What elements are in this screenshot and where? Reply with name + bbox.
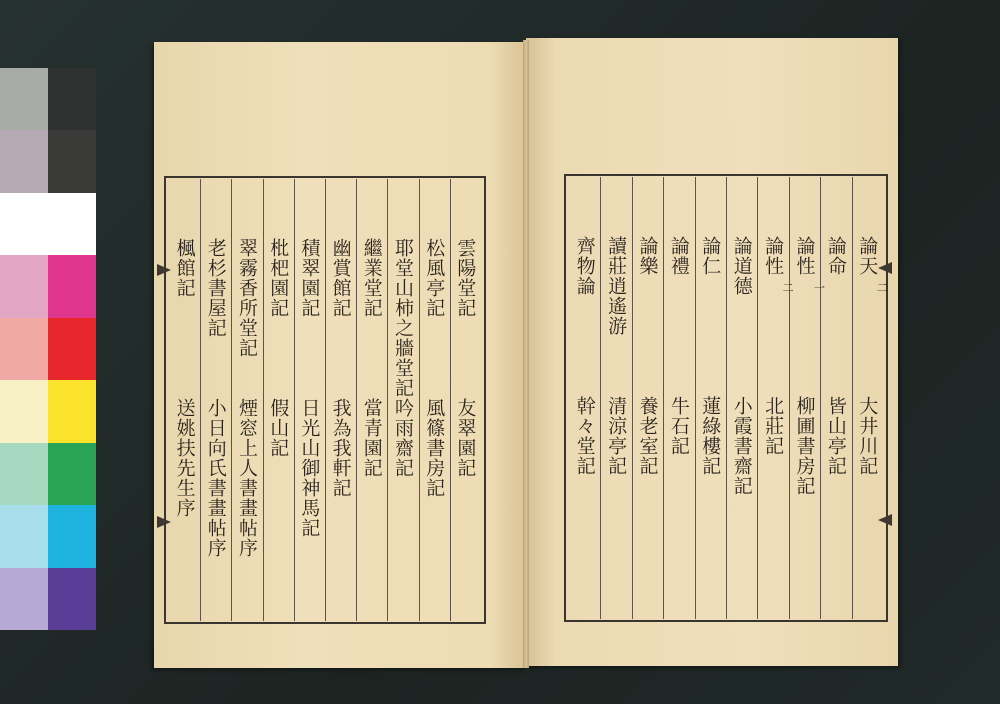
right-entry-number: 二 [875,282,889,294]
checker-swatch-left-5 [0,380,48,442]
right-column-rule [632,177,633,619]
left-entry-upper: 翠霧香所堂記 [236,238,258,358]
left-entry-upper: 繼業堂記 [360,238,383,318]
checker-swatch-right-1 [48,130,96,192]
right-entry-lower: 蓮綠樓記 [699,396,722,476]
right-entry-upper: 論禮 [667,236,690,276]
left-entry-upper: 楓館記 [173,238,196,298]
left-entry-lower: 風篠書房記 [423,398,446,498]
right-entry-lower: 清涼亭記 [605,396,628,476]
right-entry-upper: 齊物論 [573,236,596,296]
right-entry-lower: 養老室記 [636,396,659,476]
left-entry-lower: 小日向氏書畫帖序 [204,398,227,558]
left-column-rule [231,179,232,621]
left-column-rule [294,179,295,621]
color-checker [0,68,96,630]
checker-swatch-left-8 [0,568,48,630]
right-entry-upper: 論道德 [730,236,753,296]
right-entry-lower: 牛石記 [667,396,690,456]
right-entry-number: 二 [781,282,795,294]
left-entry-upper: 雲陽堂記 [454,238,477,318]
left-column-rule [356,179,357,621]
right-column-rule [789,177,790,619]
right-entry-lower: 北莊記 [762,396,785,456]
checker-swatch-right-3 [48,255,96,317]
left-entry-upper: 耶堂山柿之牆堂記 [392,238,414,398]
left-column-rule [263,179,264,621]
right-column-rule [852,177,853,619]
left-column-rule [419,179,420,621]
checker-swatch-right-2 [48,193,96,255]
book-spine [523,40,529,668]
right-column-rule [726,177,727,619]
right-entry-lower: 小霞書齋記 [730,396,753,496]
left-entry-lower: 當青園記 [360,398,383,478]
left-column-rule [200,179,201,621]
left-column-rule [325,179,326,621]
right-entry-upper: 論天 [856,236,879,276]
checker-swatch-right-5 [48,380,96,442]
checker-swatch-left-2 [0,193,48,255]
checker-swatch-left-3 [0,255,48,317]
left-entry-upper: 枇杷園記 [267,238,290,318]
right-entry-upper: 讀莊逍遙游 [605,236,628,336]
right-entry-upper: 論仁 [699,236,722,276]
right-column-rule [820,177,821,619]
left-entry-upper: 松風亭記 [423,238,446,318]
checker-swatch-left-4 [0,318,48,380]
checker-swatch-left-0 [0,68,48,130]
right-entry-number: 一 [812,282,826,294]
left-entry-lower: 煙窓上人書畫帖序 [236,398,258,558]
left-entry-lower: 假山記 [267,398,290,458]
right-entry-lower: 大井川記 [856,396,879,476]
left-entry-lower: 友翠園記 [454,398,477,478]
right-entry-lower: 柳圃書房記 [793,396,816,496]
checker-swatch-left-7 [0,505,48,567]
checker-swatch-left-6 [0,443,48,505]
right-entry-upper: 論性 [793,236,816,276]
checker-swatch-right-8 [48,568,96,630]
left-entry-upper: 老杉書屋記 [204,238,227,338]
right-entry-lower: 幹々堂記 [573,396,596,476]
right-column-rule [757,177,758,619]
left-entry-lower: 日光山御神馬記 [298,398,321,538]
checker-swatch-right-7 [48,505,96,567]
right-column-rule [600,177,601,619]
right-column-rule [695,177,696,619]
right-entry-lower: 皆山亭記 [824,396,847,476]
right-entry-upper: 論樂 [636,236,659,276]
left-entry-upper: 積翠園記 [298,238,321,318]
right-column-rule [663,177,664,619]
right-entry-upper: 論性 [762,236,785,276]
checker-swatch-right-0 [48,68,96,130]
left-entry-lower: 吟雨齋記 [392,398,414,478]
left-column-rule [387,179,388,621]
checker-swatch-right-6 [48,443,96,505]
left-entry-lower: 送姚扶先生序 [173,398,196,518]
checker-swatch-left-1 [0,130,48,192]
left-column-rule [450,179,451,621]
checker-swatch-right-4 [48,318,96,380]
right-entry-upper: 論命 [824,236,847,276]
left-entry-lower: 我為我軒記 [329,398,352,498]
left-entry-upper: 幽賞館記 [329,238,352,318]
